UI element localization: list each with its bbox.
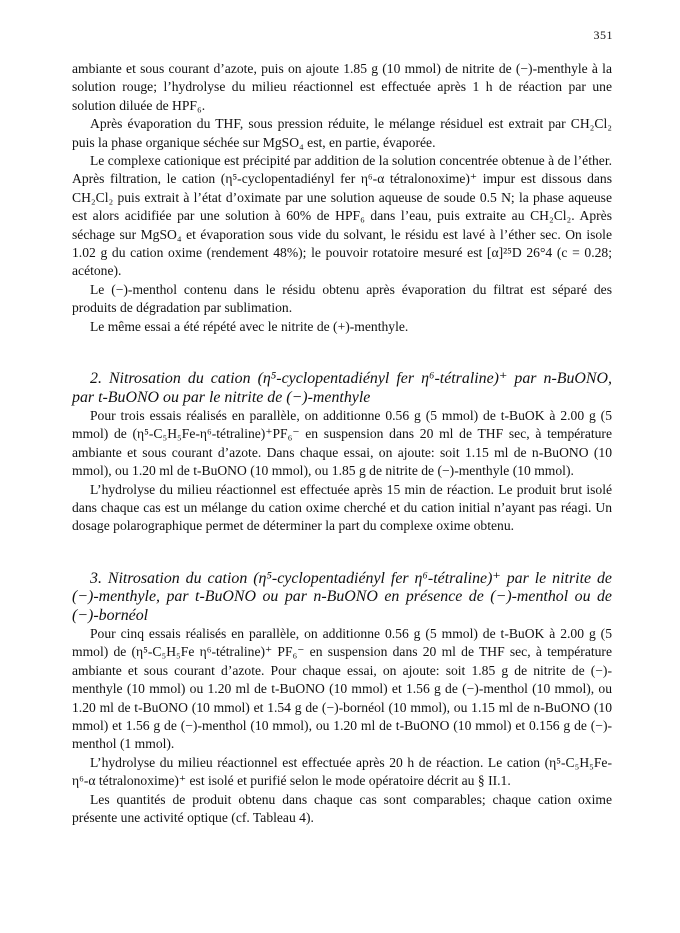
section-3-paragraph: Les quantités de produit obtenu dans chaque cas sont comparables; chaque cation oxime présente une activité optique (cf. Tableau 4). [72,791,612,826]
section-2-heading: 2. Nitrosation du cation (η⁵-cyclopentadiényl fer η⁶-tétraline)⁺ par n-BuONO, par t-BuONO ou par le nitrite de (−)-menthyle [72,370,612,406]
section-gap [72,336,612,370]
section-gap [72,536,612,570]
paragraph-menthol-sublimation: Le (−)-menthol contenu dans le résidu obtenu après évaporation du filtrat est séparé des produits de dégradation par sublimation. [72,281,612,316]
section-3-heading: 3. Nitrosation du cation (η⁵-cyclopentadiényl fer η⁶-tétraline)⁺ par le nitrite de (−)-menthyle, par t-BuONO ou par n-BuONO en présence de (−)-menthol ou de (−)-bornéol [72,569,612,624]
paragraph-evaporation: Après évaporation du THF, sous pression réduite, le mélange résiduel est extrait par CH₂Cl₂ puis la phase organique séchée sur MgSO₄ est, en partie, évaporée. [72,116,612,150]
paragraph-continuation: ambiante et sous courant d’azote, puis on ajoute 1.85 g (10 mmol) de nitrite de (−)-menthyle à la solution rouge; l’hydrolyse du milieu réactionnel est effectuée après 1 h de réaction par une solution diluée de HPF₆. [72,61,612,113]
section-3-paragraph: L’hydrolyse du milieu réactionnel est effectuée après 20 h de réaction. Le cation (η⁵-C₅H₅Fe-η⁶-α tétralonoxime)⁺ est isolé et purifié selon le mode opératoire décrit au § II.1. [72,754,612,789]
section-2-paragraph: Pour trois essais réalisés en parallèle, on additionne 0.56 g (5 mmol) de t-BuOK à 2.00 g (5 mmol) de (η⁵-C₅H₅Fe-η⁶-tétraline)⁺PF₆⁻ en suspension dans 20 ml de THF sec, à température ambiante et sous courant d’azote. Dans chaque essai, on ajoute: soit 1.15 ml de n-BuONO (10 mmol), ou 1.20 ml de t-BuONO (10 mmol), ou 1.85 g de nitrite de (−)-menthyle (10 mmol). [72,407,612,479]
paragraph-cation-precipitation: Le complexe cationique est précipité par addition de la solution concentrée obtenue à de l’éther. Après filtration, le cation (η⁵-cyclopentadiényl fer η⁶-α tétralonoxime)⁺ impur est dissous dans CH₂Cl₂ puis extrait à l’état d’oximate par une solution aqueuse de soude 0.5 N; la phase aqueuse est alors acidifiée par une solution à 60% de HPF₆ dans l’eau, puis extraite au CH₂Cl₂. Après séchage sur MgSO₄ et évaporation sous vide du solvant, le résidu est lavé à l’éther sec. On isole 1.02 g du cation oxime (rendement 48%); le pouvoir rotatoire mesuré est [α]²⁵D 26°4 (c = 0.28; acétone). [72,153,612,279]
section-2-paragraph: L’hydrolyse du milieu réactionnel est effectuée après 15 min de réaction. Le produit brut isolé dans chaque cas est un mélange du cation oxime cherché et du cation initial n’ayant pas réagi. Un dosage polarographique permet de déterminer la part du complexe oxime obtenu. [72,481,612,534]
section-3-paragraph: Pour cinq essais réalisés en parallèle, on additionne 0.56 g (5 mmol) de t-BuOK à 2.00 g (5 mmol) de (η⁵-C₅H₅Fe η⁶-tétraline)⁺ PF₆⁻ en suspension dans 20 ml de THF sec, à température ambiante et sous courant d’azote. Pour chaque essai, on ajoute: soit 1.85 g de nitrite de (−)-menthyle (10 mmol) ou 1.20 ml de t-BuONO (10 mmol) et 1.56 g de (−)-menthol (10 mmol), ou 1.20 ml de t-BuONO (10 mmol) et 1.54 g de (−)-bornéol (10 mmol), ou 1.15 ml de n-BuONO (10 mmol) et 1.56 g de (−)-menthol (10 mmol), ou 1.20 ml de t-BuONO (10 mmol) et 0.156 g de (−)-menthol (1 mmol). [72,625,612,752]
page-body [72,60,612,827]
paragraph-repeat-test: Le même essai a été répété avec le nitrite de (+)-menthyle. [90,318,409,334]
page-number: 351 [593,28,613,42]
